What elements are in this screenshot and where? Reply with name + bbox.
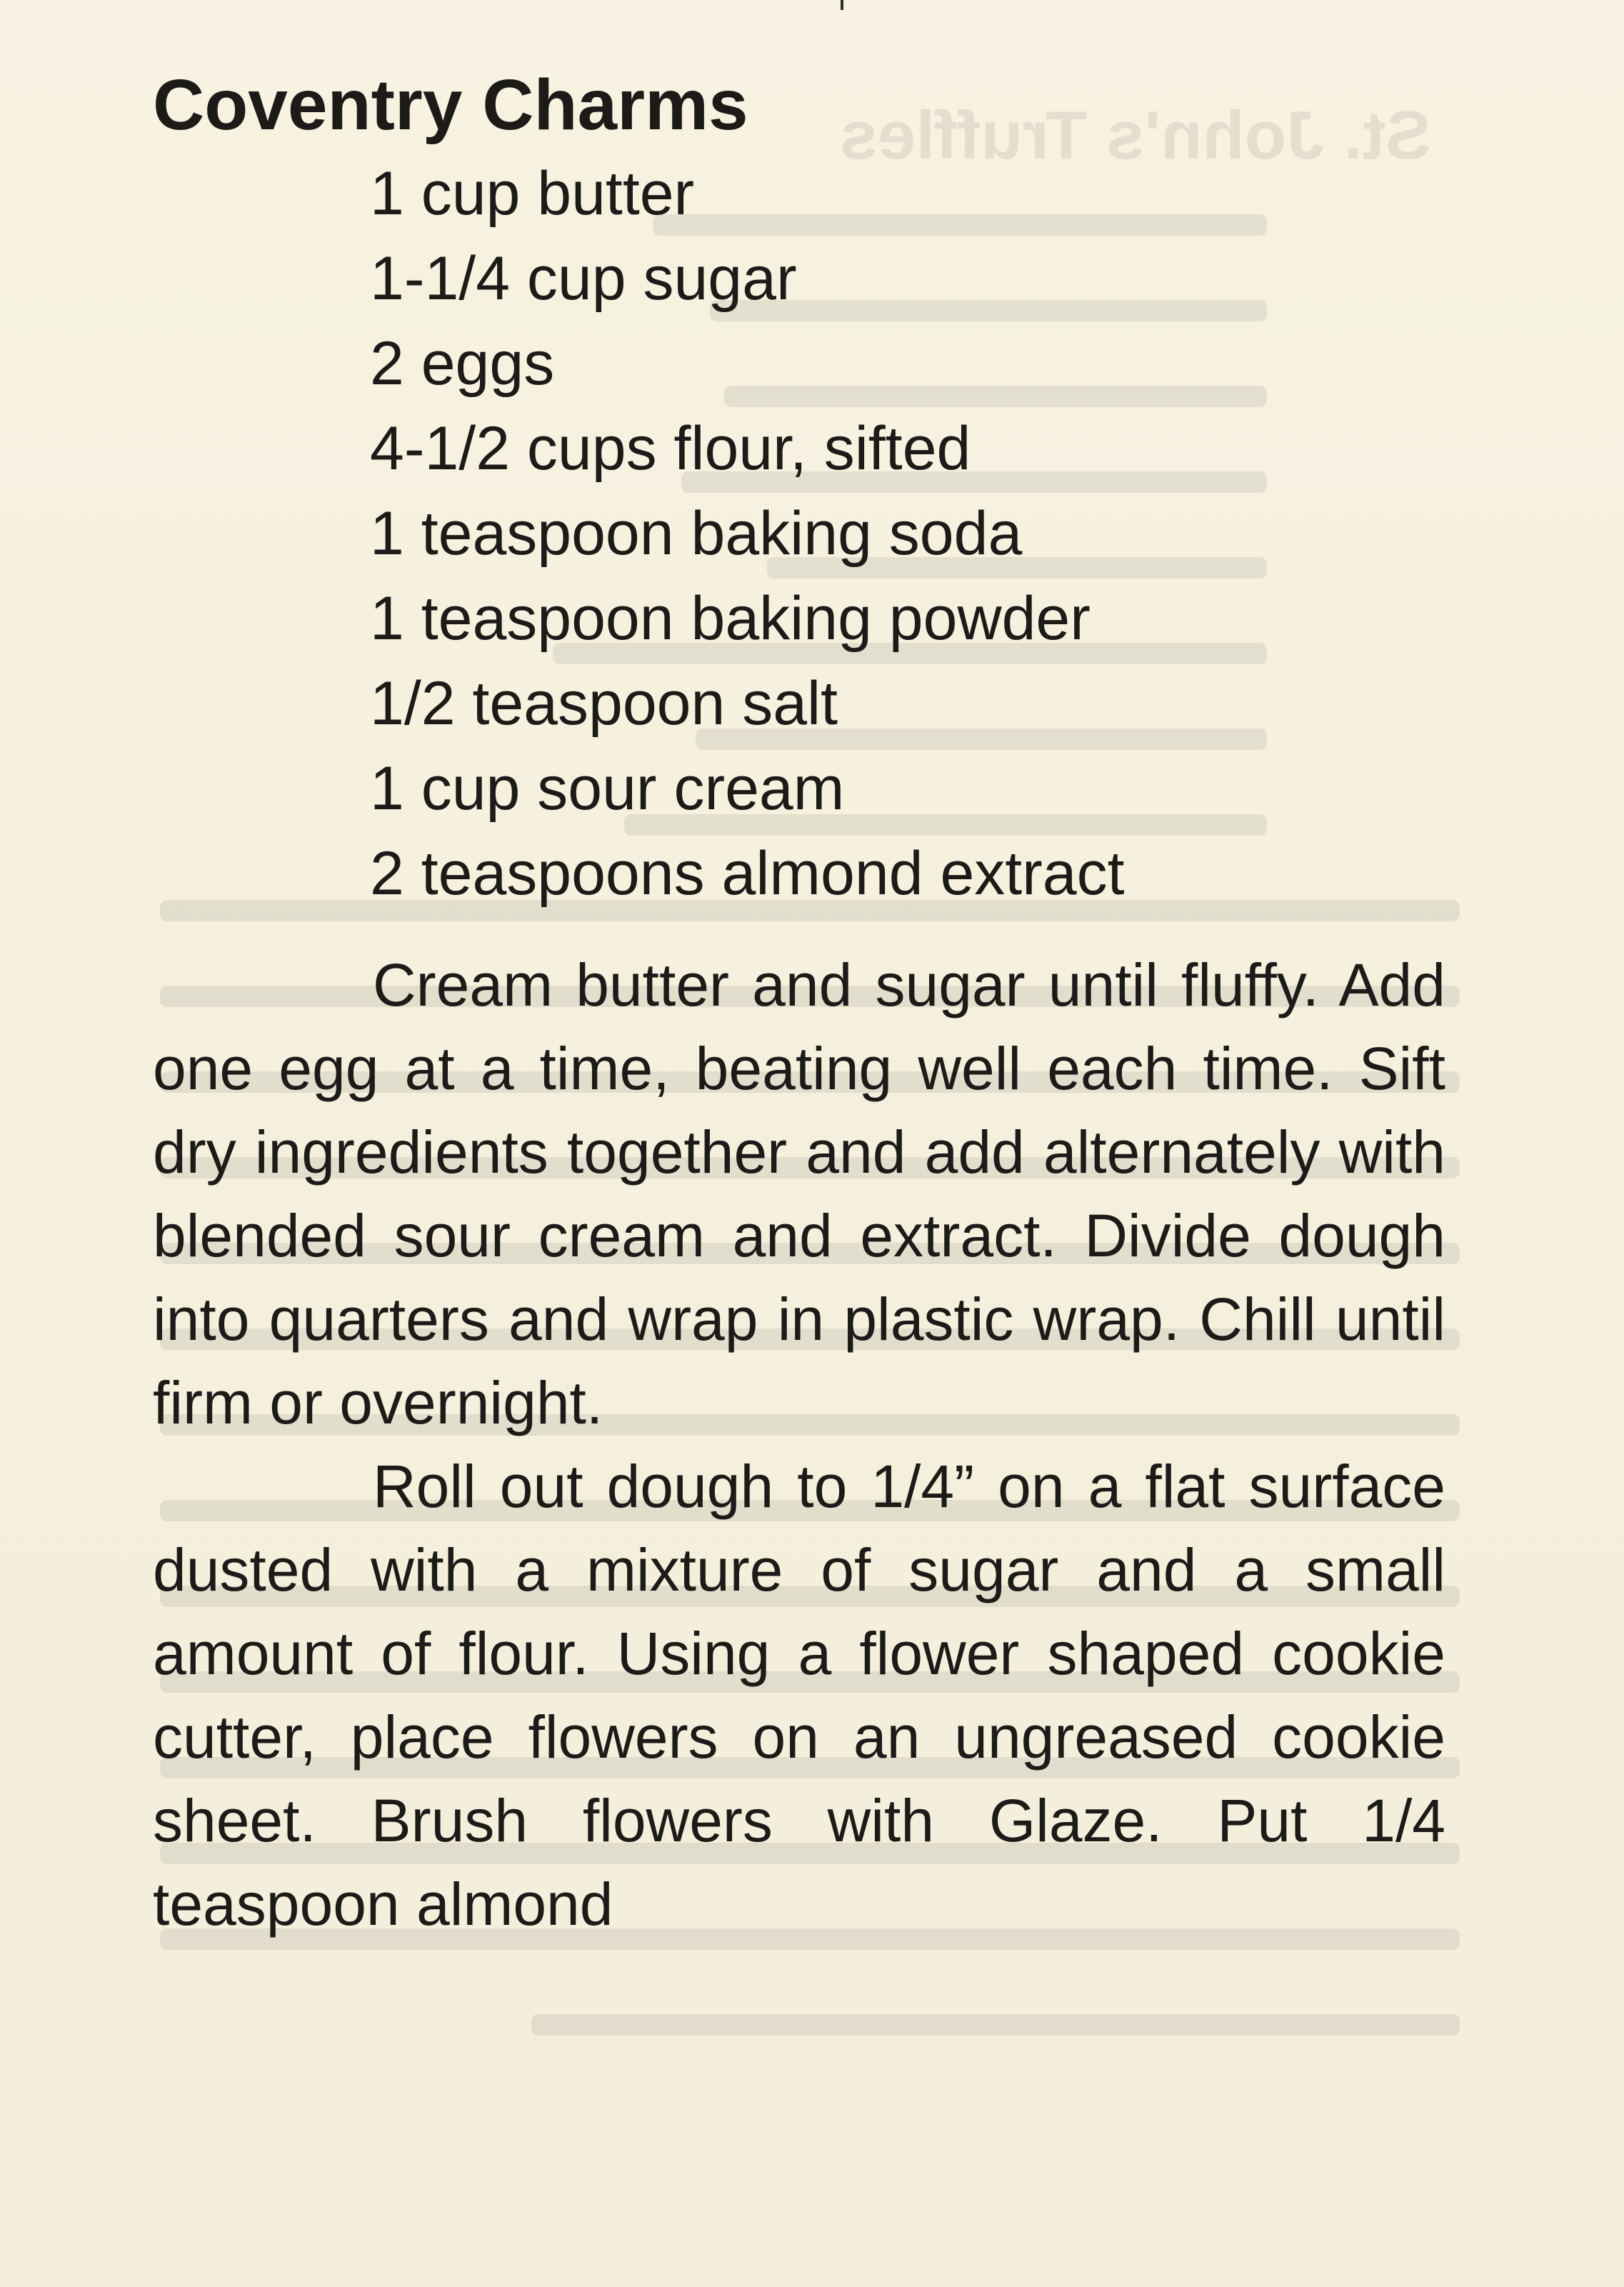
show-through-line xyxy=(531,2014,1460,2036)
ingredient-item: 1 cup sour cream xyxy=(370,754,845,823)
recipe-title: Coventry Charms xyxy=(153,65,748,145)
ingredient-item: 1-1/4 cup sugar xyxy=(370,244,797,313)
page-edge-tick xyxy=(841,0,843,10)
instruction-paragraph: Cream butter and sugar until fluffy. Add one egg at a time, beating well each time. Sift dry ingredients together and add alternately with blended sour cream and extract. Divide dough into quarters and wrap in plastic wrap. Chill until firm or overnight. xyxy=(153,951,1445,1436)
instruction-paragraph: Roll out dough to 1/4” on a flat surface dusted with a mixture of sugar and a small amount of flour. Using a flower shaped cookie cutter, place flowers on an ungreased cookie sheet. Brush flowers with Glaze. Put 1/4 teaspoon almond xyxy=(153,1453,1445,1938)
show-through-title: St. John's Truffles xyxy=(839,97,1431,174)
ingredient-item: 2 eggs xyxy=(370,329,555,398)
ingredient-item: 1 cup butter xyxy=(370,159,695,228)
recipe-content xyxy=(153,59,1445,1946)
ingredient-item: 4-1/2 cups flour, sifted xyxy=(370,414,971,483)
ingredient-item: 2 teaspoons almond extract xyxy=(370,839,1125,908)
ingredient-item: 1 teaspoon baking soda xyxy=(370,499,1023,568)
ingredient-list xyxy=(370,151,1445,916)
ingredient-item: 1 teaspoon baking powder xyxy=(370,584,1091,653)
ingredient-item: 1/2 teaspoon salt xyxy=(370,669,838,738)
